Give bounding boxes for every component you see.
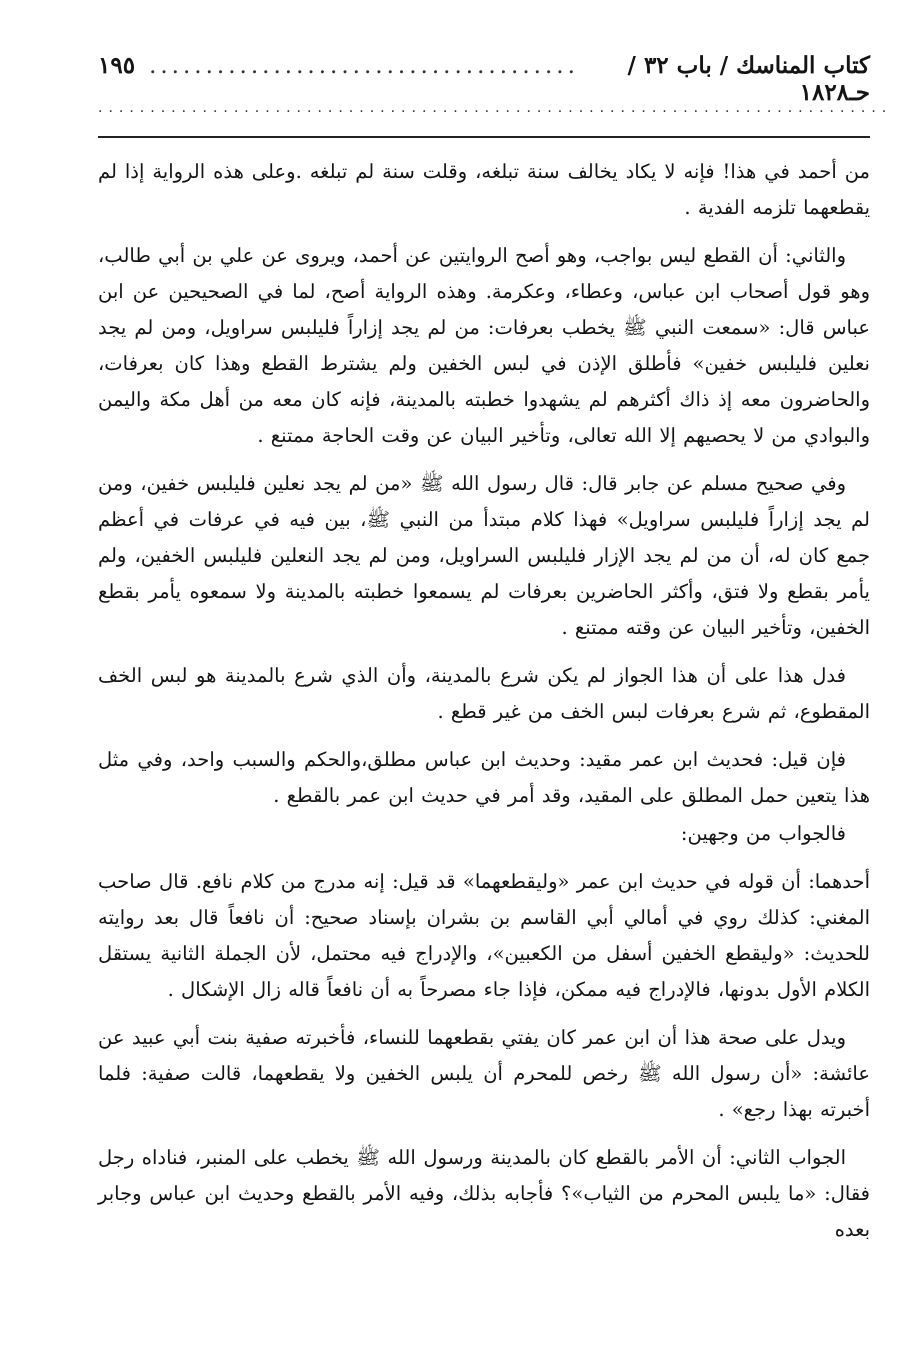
paragraph-9: الجواب الثاني: أن الأمر بالقطع كان بالمدينة ورسول الله ﷺ يخطب على المنبر، فناداه رجل فقال: «ما يلبس المحرم من الثياب»؟ فأجابه بذلك، وفيه الأمر بالقطع وحديث ابن عباس وجابر بعده (98, 1146, 870, 1241)
header-rule (98, 136, 870, 138)
paragraph-6: فالجواب من وجهين: (680, 822, 846, 845)
paragraph-2: والثاني: أن القطع ليس بواجب، وهو أصح الروايتين عن أحمد، ويروى عن علي بن أبي طالب، وهو قول أصحاب ابن عباس، وعطاء، وعكرمة. وهذه الرواية أصح، لما في الصحيحين عن ابن عباس قال: «سمعت النبي ﷺ يخطب بعرفات: من لم يجد إزاراً فليلبس سراويل، ومن لم يجد نعلين فليلبس خفين» فأطلق الإذن في لبس الخفين ولم يشترط القطع وهذا كان بعرفات، والحاضرون معه إذ ذاك أكثرهم لم يشهدوا خطبته بالمدينة، فإنه كان معه من أهل مكة واليمن والبوادي من لا يحصيهم إلا الله تعالى، وتأخير البيان عن وقت الحاجة ممتنع . (98, 244, 870, 447)
running-header (98, 52, 870, 106)
paragraph-1: من أحمد في هذا! فإنه لا يكاد يخالف سنة تبلغه، وقلت سنة لم تبلغه .وعلى هذه الرواية إذا لم يقطعهما تلزمه الفدية . (98, 160, 870, 219)
header-dotted-line: ............................................................................ (98, 100, 893, 116)
document-page (98, 52, 893, 1260)
paragraph-4: فدل هذا على أن هذا الجواز لم يكن شرع بالمدينة، وأن الذي شرع بالمدينة هو لبس الخف المقطوع، ثم شرع بعرفات لبس الخف من غير قطع . (98, 664, 870, 723)
paragraph-3: وفي صحيح مسلم عن جابر قال: قال رسول الله ﷺ «من لم يجد نعلين فليلبس خفين، ومن لم يجد إزاراً فليلبس سراويل» فهذا كلام مبتدأ من النبي ﷺ، بين فيه في عرفات في أعظم جمع كان له، أن من لم يجد الإزار فليلبس السراويل، ومن لم يجد النعلين فليلبس الخفين، ولم يأمر بقطع ولا فتق، وأكثر الحاضرين بعرفات لم يسمعوا خطبته بالمدينة ولا سمعوه يأمر بقطع الخفين، وتأخير البيان عن وقته ممتنع . (98, 472, 870, 639)
header-leader-dots: ...................................... (149, 53, 579, 79)
body-text (98, 154, 870, 1248)
paragraph-7: أحدهما: أن قوله في حديث ابن عمر «وليقطعهما» قد قيل: إنه مدرج من كلام نافع. قال صاحب المغني: كذلك روي في أمالي أبي القاسم بن بشران بإسناد صحيح: أن نافعاً قال بعد روايته للحديث: «وليقطع الخفين أسفل من الكعبين»، والإدراج فيه محتمل، لأن الجملة الثانية يستقل الكلام الأول بدونها، فالإدراج فيه ممكن، فإذا جاء مصرحاً به أن نافعاً قاله زال الإشكال . (98, 870, 870, 1001)
page-number: ١٩٥ (98, 52, 136, 79)
running-title: كتاب المناسك / باب ٣٢ / حـ١٨٢٨ (627, 52, 870, 106)
paragraph-5: فإن قيل: فحديث ابن عمر مقيد: وحديث ابن عباس مطلق،والحكم والسبب واحد، وفي مثل هذا يتعين حمل المطلق على المقيد، وقد أمر في حديث ابن عمر بالقطع . (98, 748, 870, 807)
paragraph-8: ويدل على صحة هذا أن ابن عمر كان يفتي بقطعهما للنساء، فأخبرته صفية بنت أبي عبيد عن عائشة: «أن رسول الله ﷺ رخص للمحرم أن يلبس الخفين ولا يقطعهما، قالت صفية: فلما أخبرته بهذا رجع» . (98, 1026, 870, 1121)
